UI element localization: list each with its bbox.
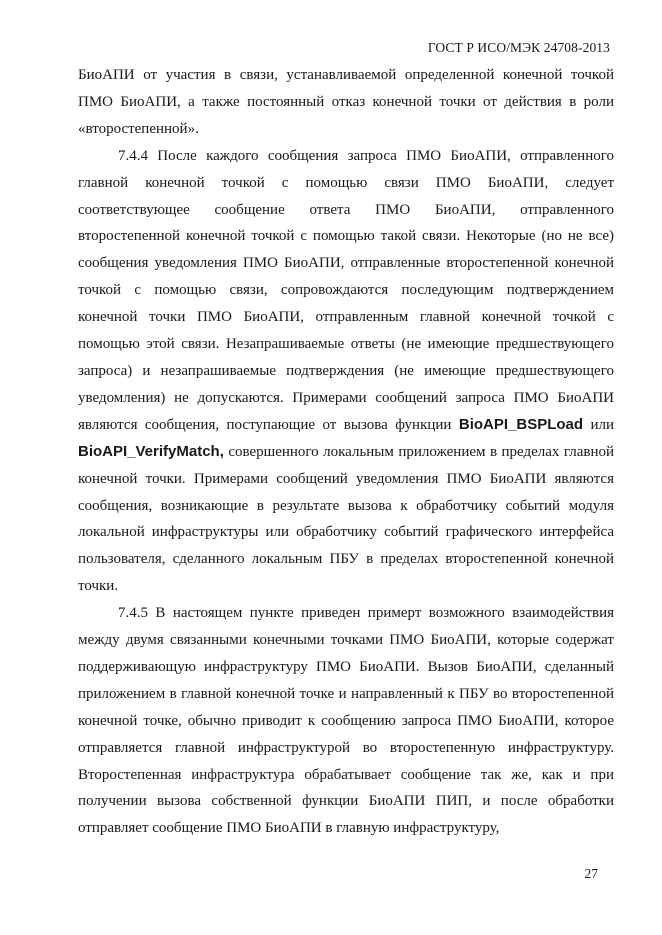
page-number: 27 (584, 866, 598, 881)
paragraph-7-4-5: 7.4.5 В настоящем пункте приведен примерт возможного взаимодействия между двумя связанными конечными точками ПМО БиоАПИ, которые содержат поддерживающую инфраструктуру ПМО БиоАПИ. Вызов БиоАПИ, сделанный приложением в главной конечной точке и направленный к ПБУ во второстепенной конечной точке, обычно приводит к сообщению запроса ПМО БиоАПИ, которое отправляется главной инфраструктурой во второстепенную инфраструктуру. Второстепенная инфраструктура обрабатывает сообщение так же, как и при получении вызова собственной функции БиоАПИ ПИП, и после обработки отправляет сообщение ПМО БиоАПИ в главную инфраструктуру, (78, 605, 614, 837)
conjunction-or: или (590, 416, 615, 433)
paragraph-7-4-4-text-start: 7.4.4 После каждого сообщения запроса ПМО БиоАПИ, отправленного главной конечной точкой с помощью связи ПМО БиоАПИ, следует соответствующее сообщение ответа ПМО БиоАПИ, отправленного второстепенной конечной точкой с помощью такой связи. Некоторые (но не все) сообщения уведомления ПМО БиоАПИ, отправленные второстепенной конечной точкой с помощью связи, сопровождаются последующим подтверждением конечной точки ПМО БиоАПИ, отправленным главной конечной точкой с помощью этой связи. Незапрашиваемые ответы (не имеющие предшествующего запроса) и незапрашиваемые подтверждения (не имеющие предшествующего уведомления) не допускаются. Примерами сообщений запроса ПМО БиоАПИ являются сообщения, поступающие от вызова функции (78, 147, 614, 433)
paragraph-7-4-4 (78, 143, 614, 600)
function-name-verifymatch: BioAPI_VerifyMatch, (78, 442, 224, 460)
function-name-bspload: BioAPI_BSPLoad (458, 415, 584, 433)
body-text (78, 62, 614, 842)
page-header-standard-id: ГОСТ Р ИСО/МЭК 24708-2013 (427, 40, 610, 55)
paragraph-continuation: БиоАПИ от участия в связи, устанавливаемой определенной конечной точкой ПМО БиоАПИ, а также постоянный отказ конечной точки от действия в роли «второстепенной». (78, 67, 614, 137)
paragraph-7-4-4-text-end: совершенного локальным приложением в пределах главной конечной точки. Примерами сообщений уведомления ПМО БиоАПИ являются сообщения, возникающие в результате вызова к обработчику событий модуля локальной инфраструктуры или обработчику событий графического интерфейса пользователя, сделанного локальным ПБУ в пределах второстепенной конечной точки. (78, 443, 614, 595)
